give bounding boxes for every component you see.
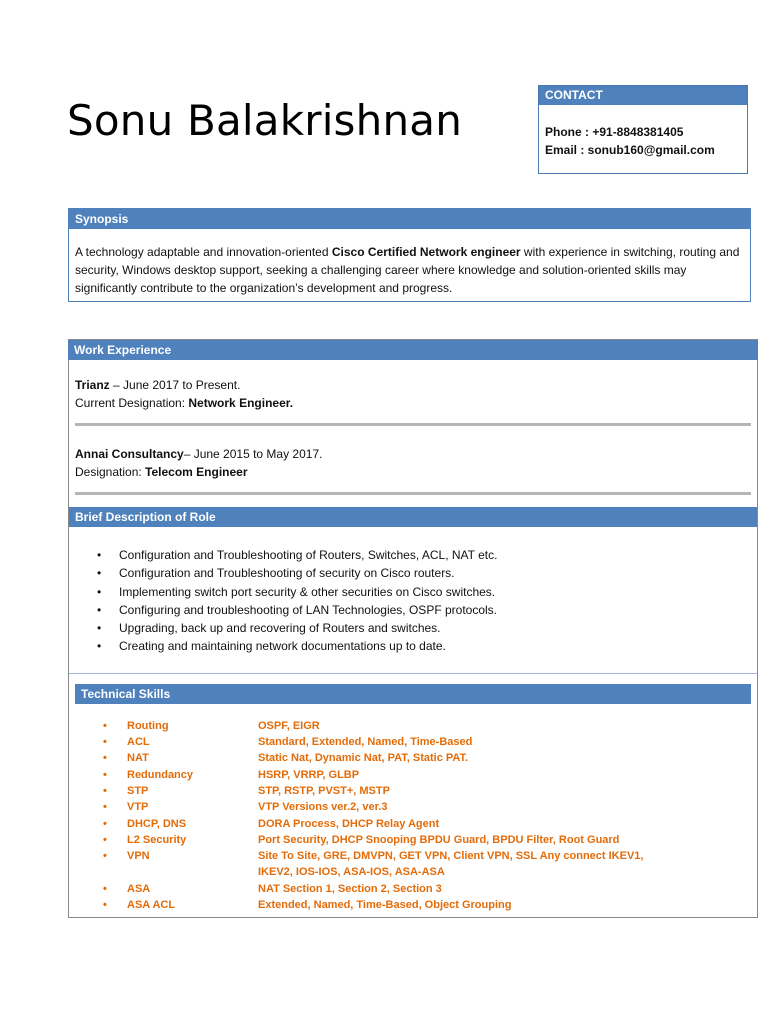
skill-name: • ASA <box>127 882 151 895</box>
synopsis-text-part: with experience in switching, routing and security, Windows desktop support, seeking a challenging career where knowledge and solution-oriented skills may significantly contribute to the organization’s development and progress. <box>75 245 740 295</box>
skill-row <box>69 848 757 864</box>
skill-value: VTP Versions ver.2, ver.3 <box>258 801 388 814</box>
skill-value: Static Nat, Dynamic Nat, PAT, Static PAT. <box>258 752 469 765</box>
work-experience-title: Work Experience <box>68 340 758 360</box>
synopsis-text-bold: Cisco Certified Network engineer <box>331 245 521 259</box>
work-experience-section <box>68 339 758 918</box>
list-item: • Configuration and Troubleshooting of security on Cisco routers. <box>119 564 757 582</box>
job-designation-label: Designation: <box>75 465 146 479</box>
phone-line: Phone : +91-8848381405 <box>545 125 684 139</box>
skill-value: HSRP, VRRP, GLBP <box>258 768 360 781</box>
email-line: Email : sonub160@gmail.com <box>545 143 715 157</box>
skill-value: NAT Section 1, Section 2, Section 3 <box>258 882 442 895</box>
job-designation: Telecom Engineer <box>145 465 248 479</box>
job-entry <box>69 426 757 481</box>
skill-value: Extended, Named, Time-Based, Object Grouping <box>258 899 512 912</box>
skill-value: OSPF, EIGR <box>258 719 320 732</box>
job-company: Annai Consultancy <box>75 447 184 461</box>
job-divider <box>75 492 751 495</box>
skill-value: Standard, Extended, Named, Time-Based <box>258 736 473 749</box>
skill-row <box>69 750 757 766</box>
list-item: • Upgrading, back up and recovering of Routers and switches. <box>119 619 757 637</box>
job-period: – June 2017 to Present. <box>109 378 241 392</box>
skill-value: DORA Process, DHCP Relay Agent <box>258 817 440 830</box>
skill-name: • STP <box>127 784 149 797</box>
contact-title: CONTACT <box>539 86 747 105</box>
section-divider <box>69 673 757 674</box>
skill-value-continued: IKEV2, IOS-IOS, ASA-IOS, ASA-ASA <box>258 866 445 879</box>
list-item: • Implementing switch port security & other securities on Cisco switches. <box>119 583 757 601</box>
skill-name: • DHCP, DNS <box>127 817 187 830</box>
job-entry <box>69 360 757 412</box>
list-item: • Configuring and troubleshooting of LAN Technologies, OSPF protocols. <box>119 601 757 619</box>
role-list <box>69 546 757 656</box>
list-item: • Configuration and Troubleshooting of Routers, Switches, ACL, NAT etc. <box>119 546 757 564</box>
synopsis-title: Synopsis <box>69 209 750 229</box>
synopsis-section <box>68 208 751 302</box>
brief-role-title: Brief Description of Role <box>69 507 757 527</box>
skill-name: • L2 Security <box>127 833 187 846</box>
technical-skills-title: Technical Skills <box>75 684 751 704</box>
skill-name: • VPN <box>127 850 150 863</box>
skills-list <box>69 718 757 914</box>
job-designation-label: Current Designation: <box>75 396 189 410</box>
skill-row <box>69 718 757 734</box>
synopsis-text <box>69 229 750 297</box>
skill-row <box>69 767 757 783</box>
skill-row <box>69 783 757 799</box>
list-item: • Creating and maintaining network documentations up to date. <box>119 637 757 655</box>
skill-row <box>69 881 757 897</box>
job-designation: Network Engineer. <box>188 396 294 410</box>
job-period: – June 2015 to May 2017. <box>183 447 323 461</box>
skill-value: Site To Site, GRE, DMVPN, GET VPN, Client VPN, SSL Any connect IKEV1, <box>258 850 644 863</box>
job-company: Trianz <box>75 378 110 392</box>
skill-name: • ACL <box>127 736 150 749</box>
skill-name: • NAT <box>127 752 149 765</box>
skill-value: STP, RSTP, PVST+, MSTP <box>258 784 390 797</box>
skill-value: Port Security, DHCP Snooping BPDU Guard, BPDU Filter, Root Guard <box>258 833 620 846</box>
skill-row <box>69 799 757 815</box>
skill-row <box>69 734 757 750</box>
synopsis-text-part: A technology adaptable and innovation-oriented <box>75 245 332 259</box>
skill-name: • VTP <box>127 801 149 814</box>
skill-name: • Routing <box>127 719 169 732</box>
contact-box <box>538 85 748 174</box>
skill-row <box>69 832 757 848</box>
skill-name: • Redundancy <box>127 768 194 781</box>
skill-row <box>69 897 757 913</box>
skill-name: • ASA ACL <box>127 899 176 912</box>
skill-row <box>69 816 757 832</box>
candidate-name: Sonu Balakrishnan <box>67 96 463 145</box>
